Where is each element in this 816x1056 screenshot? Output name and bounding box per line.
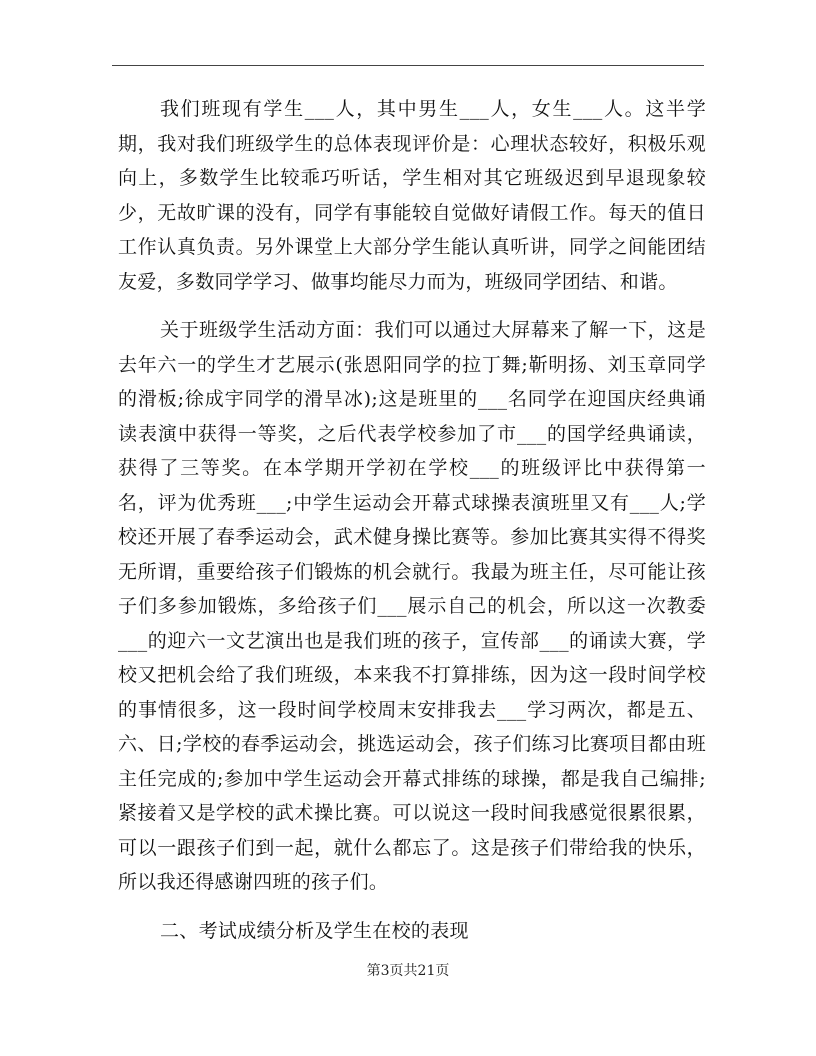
paragraph-student-overview: 我们班现有学生___人，其中男生___人，女生___人。这半学期，我对我们班级学生的总体表现评价是：心理状态较好，积极乐观向上，多数学生比较乖巧听话，学生相对其它班级迟到早退现象较少，无故旷课的没有，同学有事能较自觉做好请假工作。每天的值日工作认真负责。另外课堂上大部分学生能认真听讲，同学之间能团结友爱，多数同学学习、做事均能尽力而为，班级同学团结、和谐。 xyxy=(118,98,706,293)
section-heading: 二、考试成绩分析及学生在校的表现 xyxy=(160,919,469,942)
page-number: 第3页共21页 xyxy=(366,963,450,979)
header-rule xyxy=(112,65,704,66)
document-body xyxy=(118,92,706,962)
paragraph-class-activities: 关于班级学生活动方面：我们可以通过大屏幕来了解一下，这是去年六一的学生才艺展示(张恩阳同学的拉丁舞;靳明扬、刘玉章同学的滑板;徐成宇同学的滑旱冰);这是班里的___名同学在迎国庆经典诵读表演中获得一等奖，之后代表学校参加了市___的国学经典诵读，获得了三等奖。在本学期开学初在学校___的班级评比中获得第一名，评为优秀班___;中学生运动会开幕式球操表演班里又有___人;学校还开展了春季运动会，武术健身操比赛等。参加比赛其实得不得奖无所谓，重要给孩子们锻炼的机会就行。我最为班主任，尽可能让孩子们多参加锻炼，多给孩子们___展示自己的机会，所以这一次教委___的迎六一文艺演出也是我们班的孩子，宣传部___的诵读大赛，学校又把机会给了我们班级，本来我不打算排练，因为这一段时间学校的事情很多，这一段时间学校周末安排我去___学习两次，都是五、六、日;学校的春季运动会，挑选运动会，孩子们练习比赛项目都由班主任完成的;参加中学生运动会开幕式排练的球操，都是我自己编排;紧接着又是学校的武术操比赛。可以说这一段时间我感觉很累很累，可以一跟孩子们到一起，就什么都忘了。这是孩子们带给我的快乐，所以我还得感谢四班的孩子们。 xyxy=(118,319,706,893)
